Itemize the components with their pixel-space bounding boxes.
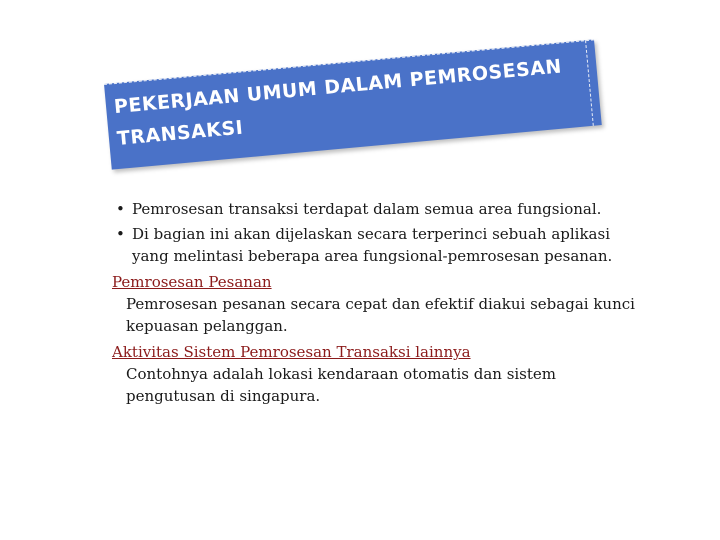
section-heading-link[interactable]: Aktivitas Sistem Pemrosesan Transaksi lainnya [112,343,471,361]
section-paragraph: Pemrosesan pesanan secara cepat dan efektif diakui sebagai kunci kepuasan pelanggan. [126,295,635,335]
bullet-text: Pemrosesan transaksi terdapat dalam semua area fungsional. [132,200,602,218]
bullet-item [116,223,636,267]
title-banner [104,39,602,169]
section-heading-link[interactable]: Pemrosesan Pesanan [112,273,272,291]
section-paragraph: Contohnya adalah lokasi kendaraan otomatis dan sistem pengutusan di singapura. [126,365,557,405]
bullet-dot-icon: • [116,225,125,243]
bullet-item [116,198,636,220]
bullet-list [116,198,636,267]
bullet-text: Di bagian ini akan dijelaskan secara terperinci sebuah aplikasi yang melintasi beberapa area fungsional-pemrosesan pesanan. [132,225,613,265]
bullet-dot-icon: • [116,200,125,218]
banner-dashed-right-edge [585,40,594,126]
slide-title: PEKERJAAN UMUM DALAM PEMROSESAN TRANSAKSI [113,55,563,150]
slide-content [112,198,636,409]
